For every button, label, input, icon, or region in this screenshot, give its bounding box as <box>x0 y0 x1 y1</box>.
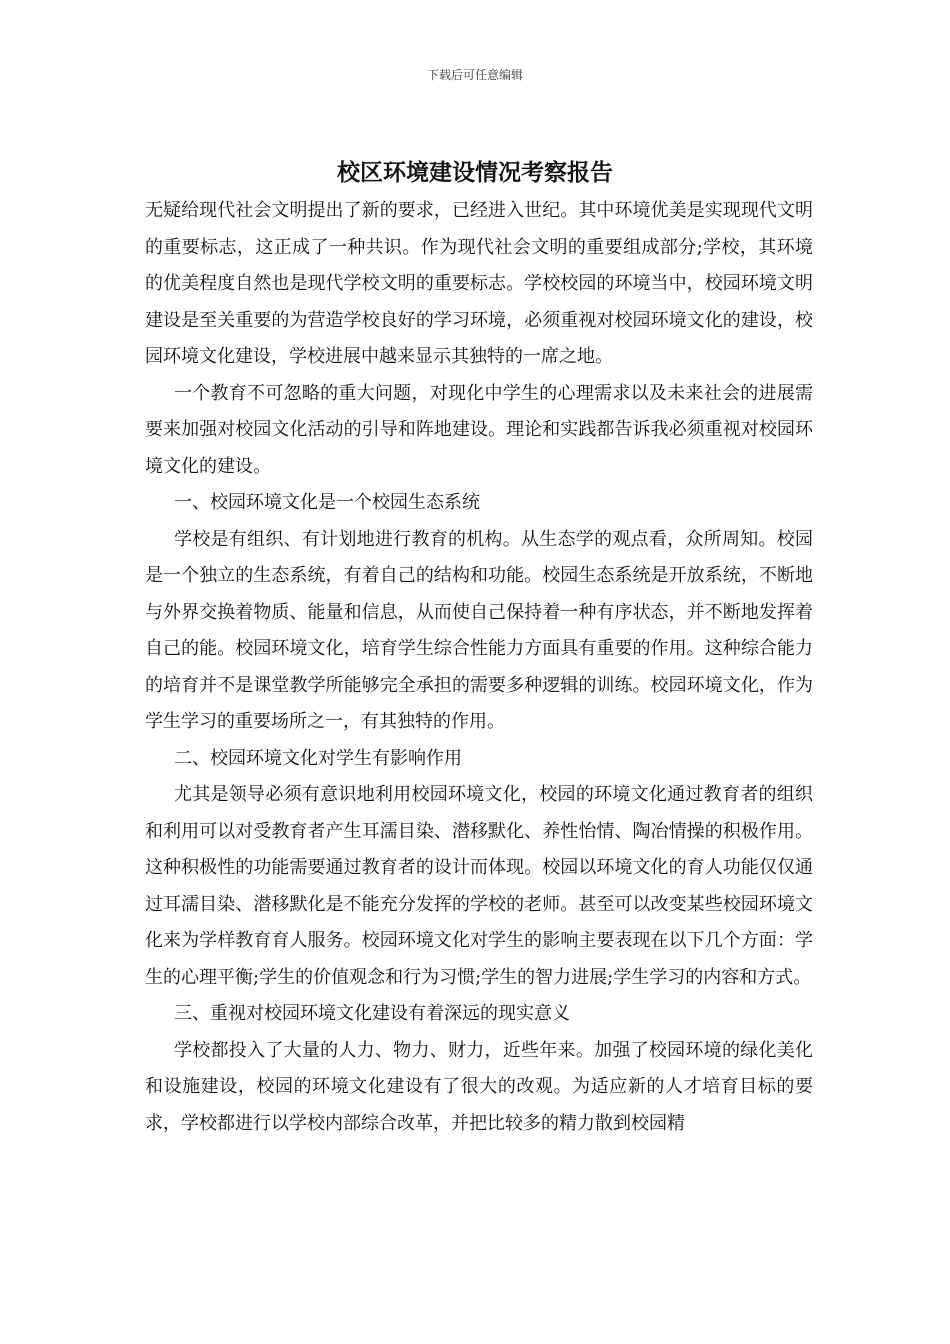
paragraph-section-3: 学校都投入了大量的人力、物力、财力，近些年来。加强了校园环境的绿化美化和设施建设，校园的环境文化建设有了很大的改观。为适应新的人才培育目标的要求，学校都进行以学校内部综合改革，并把比较多的精力散到校园精 <box>145 1039 813 1134</box>
paragraph-problem: 一个教育不可忽略的重大问题，对现化中学生的心理需求以及未来社会的进展需要来加强对校园文化活动的引导和阵地建设。理论和实践都告诉我必须重视对校园环境文化的建设。 <box>145 382 813 477</box>
section-heading-3: 三、重视对校园环境文化建设有着深远的现实意义 <box>174 1003 570 1024</box>
document-body <box>145 193 813 1142</box>
paragraph-intro: 无疑给现代社会文明提出了新的要求，已经进入世纪。其中环境优美是实现现代文明的重要标志，这正成了一种共识。作为现代社会文明的重要组成部分;学校，其环境的优美程度自然也是现代学校文明的重要标志。学校校园的环境当中，校园环境文明建设是至关重要的为营造学校良好的学习环境，必须重视对校园环境文化的建设，校园环境文化建设，学校进展中越来显示其独特的一席之地。 <box>145 200 813 367</box>
document-title: 校区环境建设情况考察报告 <box>337 159 613 186</box>
section-heading-1: 一、校园环境文化是一个校园生态系统 <box>174 492 480 513</box>
section-heading-2: 二、校园环境文化对学生有影响作用 <box>174 747 462 769</box>
header-note: 下载后可任意编辑 <box>426 68 523 82</box>
paragraph-section-2: 尤其是领导必须有意识地利用校园环境文化，校园的环境文化通过教育者的组织和利用可以对受教育者产生耳濡目染、潜移默化、养性怡情、陶冶情操的积极作用。这种积极性的功能需要通过教育者的设计而体现。校园以环境文化的育人功能仅仅通过耳濡目染、潜移默化是不能充分发挥的学校的老师。甚至可以改变某些校园环境文化来为学样教育育人服务。校园环境文化对学生的影响主要表现在以下几个方面：学生的心理平衡;学生的价值观念和行为习惯;学生的智力进展;学生学习的内容和方式。 <box>145 784 813 988</box>
paragraph-section-1: 学校是有组织、有计划地进行教育的机构。从生态学的观点看，众所周知。校园是一个独立的生态系统，有着自己的结构和功能。校园生态系统是开放系统，不断地与外界交换着物质、能量和信息，从而使自己保持着一种有序状态，并不断地发挥着自己的能。校园环境文化，培育学生综合性能力方面具有重要的作用。这种综合能力的培育并不是课堂教学所能够完全承担的需要多种逻辑的训练。校园环境文化，作为学生学习的重要场所之一，有其独特的作用。 <box>145 528 813 732</box>
